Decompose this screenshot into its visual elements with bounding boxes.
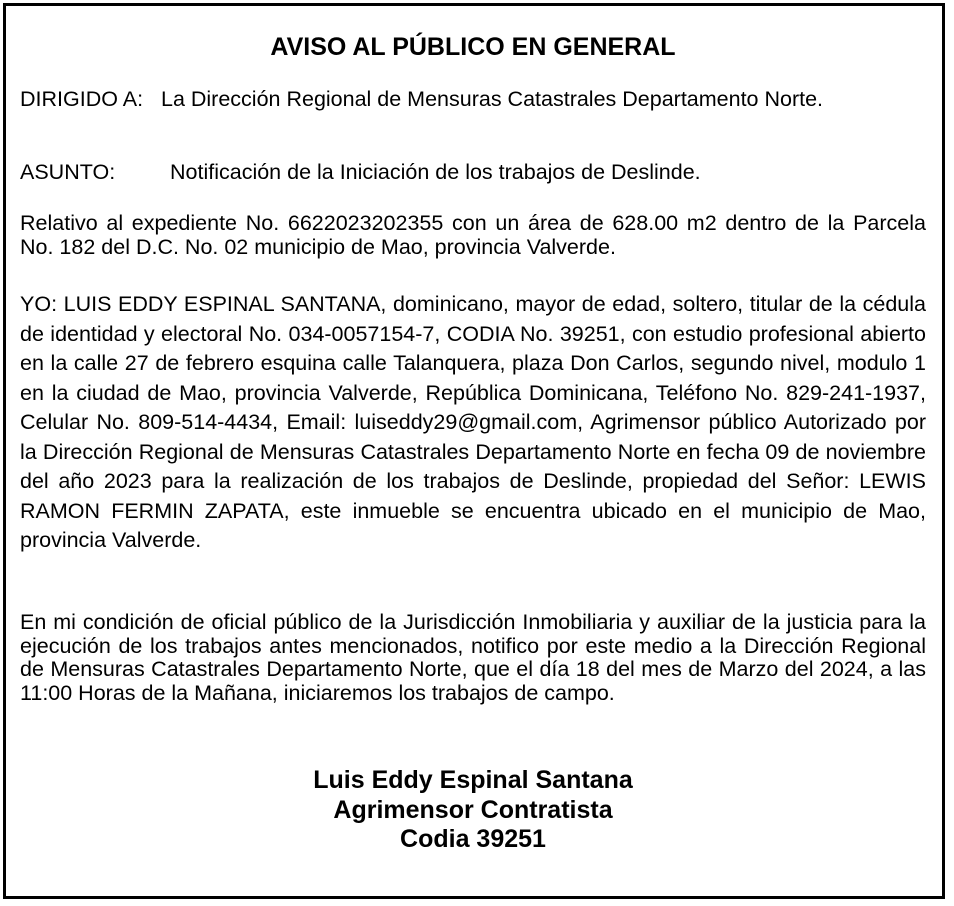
asunto-label: ASUNTO: (20, 160, 116, 184)
dirigido-paragraph (20, 88, 926, 112)
signature-block (20, 766, 926, 855)
signature-codia: Codia 39251 (400, 825, 546, 853)
relativo-paragraph: Relativo al expediente No. 6622023202355 con un área de 628.00 m2 dentro de la Parcela No. 182 del D.C. No. 02 municipio de Mao, provincia Valverde. (20, 211, 926, 259)
condicion-paragraph: En mi condición de oficial público de la Jurisdicción Inmobiliaria y auxiliar de la justicia para la ejecución de los trabajos antes mencionados, notifico por este medio a la Dirección Regional de Mensuras Catastrales Departamento Norte, que el día 18 del mes de Marzo del 2024, a las 11:00 Horas de la Mañana, iniciaremos los trabajos de campo. (20, 610, 926, 705)
signature-role: Agrimensor Contratista (333, 795, 613, 824)
notice-title: AVISO AL PÚBLICO EN GENERAL (270, 33, 676, 61)
dirigido-label: DIRIGIDO A: (20, 87, 144, 111)
dirigido-text: La Dirección Regional de Mensuras Catastrales Departamento Norte. (160, 87, 824, 111)
asunto-paragraph (20, 161, 926, 185)
declaracion-paragraph: YO: LUIS EDDY ESPINAL SANTANA, dominicano, mayor de edad, soltero, titular de la cédula de identidad y electoral No. 034-0057154-7, CODIA No. 39251, con estudio profesional abierto en la calle 27 de febrero esquina calle Talanquera, plaza Don Carlos, segundo nivel, modulo 1 en la ciudad de Mao, provincia Valverde, República Dominicana, Teléfono No. 829-241-1937, Celular No. 809-514-4434, Email: luiseddy29@gmail.com, Agrimensor público Autorizado por la Dirección Regional de Mensuras Catastrales Departamento Norte en fecha 09 de noviembre del año 2023 para la realización de los trabajos de Deslinde, propiedad del Señor: LEWIS RAMON FERMIN ZAPATA, este inmueble se encuentra ubicado en el municipio de Mao, provincia Valverde. (20, 292, 926, 552)
asunto-text: Notificación de la Iniciación de los trabajos de Deslinde. (170, 160, 701, 184)
signature-name: Luis Eddy Espinal Santana (313, 766, 633, 794)
